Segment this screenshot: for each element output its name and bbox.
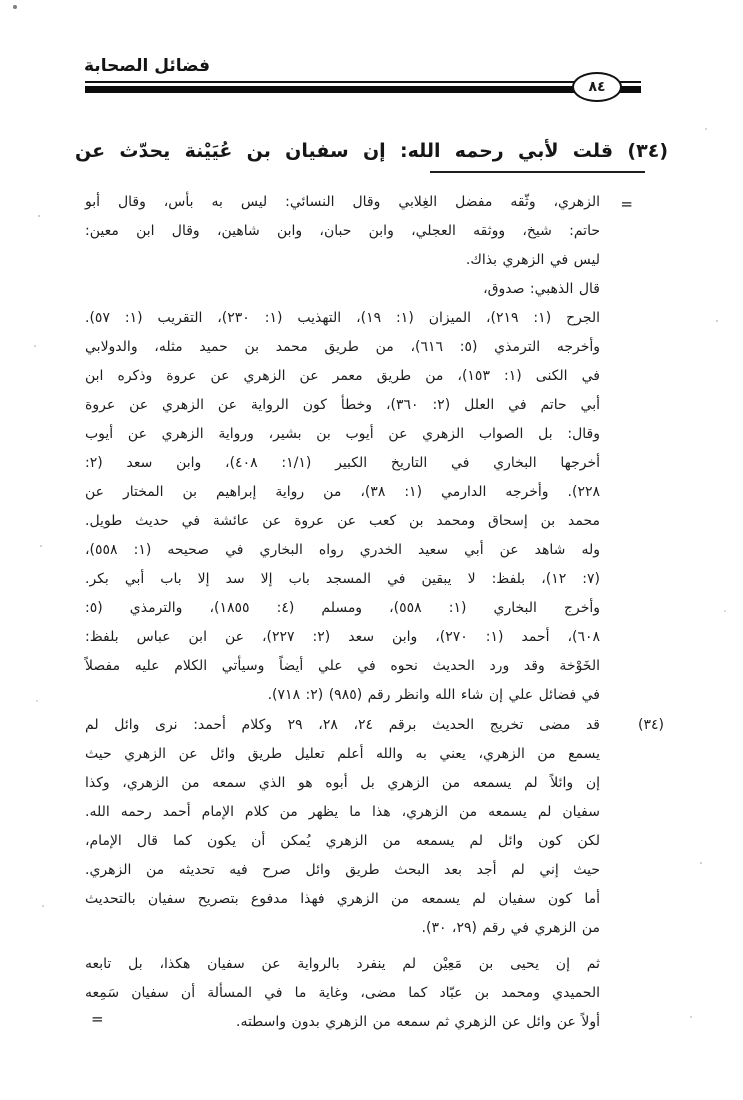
- footnote-line: وقال: بل الصواب الزهري عن أيوب بن بشير، ورواية الزهري عن أيوب: [85, 426, 600, 442]
- footnote-line: الحميدي ومحمد بن عبّاد كما مضى، وغاية ما في المسألة أن سفيان سَمِعه: [85, 985, 600, 1001]
- footnote-continuation-block: [85, 188, 633, 710]
- footnote-line: ٦٠٨)، أحمد (١: ٢٧٠)، وابن سعد (٢: ٢٢٧)، عن ابن عباس بلفظ:: [85, 629, 600, 645]
- header-rule: [85, 81, 641, 94]
- footnote-line: سفيان لم يسمعه من الزهري، هذا ما يظهر من كلام الإمام أحمد رحمه الله.: [85, 804, 600, 820]
- footnote-line: حيث إني لم أجد بعد البحث طريق وائل صرح فيه تحديثه من الزهري.: [85, 862, 600, 878]
- footnote-line: من الزهري في رقم (٢٩، ٣٠).: [421, 920, 600, 936]
- footnote-line: ثم إن يحيى بن مَعِيْن لم ينفرد بالرواية عن سفيان هكذا، بل تابعه: [85, 956, 600, 972]
- footnote-line: أما كون سفيان لم يسمعه من الزهري فهذا مدفوع بتصريح سفيان بالتحديث: [85, 891, 600, 907]
- footnote-line: وله شاهد عن أبي سعيد الخدري رواه البخاري في صحيحه (١: ٥٥٨)،: [85, 542, 600, 558]
- footnote-line: وأخرج البخاري (١: ٥٥٨)، ومسلم (٤: ١٨٥٥)، والترمذي (٥:: [85, 600, 601, 616]
- footnote-line: حاتم: شيخ، ووثقه العجلي، وابن حبان، وابن شاهين، وقال ابن معين:: [85, 223, 600, 239]
- footnote-line: الزهري، وثّقه مفضل الغِلابي وقال النسائي: ليس به بأس، وقال أبو: [85, 194, 600, 210]
- footnote-line: الخَوْخة وقد ورد الحديث نحوه في علي أيضاً وسيأتي الكلام عليه مفصلاً: [85, 658, 600, 674]
- footnote-line: يسمع من الزهري، يعني به والله أعلم تعليل طريق وائل عن الزهري حيث: [85, 746, 600, 762]
- footnote-line: وأخرجه الترمذي (٥: ٦١٦)، من طريق محمد بن حميد مثله، والدولابي: [85, 339, 601, 355]
- header-rule-thin-line: [85, 81, 641, 83]
- scan-noise-specks: [0, 0, 2, 2]
- footnote-line: قال الذهبي: صدوق،: [483, 281, 600, 297]
- footnote-line: لكن كون وائل لم يسمعه من الزهري يُمكن أن يكون كما قال الإمام،: [85, 833, 600, 849]
- footnote-line: في الكنى (١: ١٥٣)، من طريق معمر عن الزهري عن عروة وذكره ابن: [85, 368, 600, 384]
- footnotes-section: [85, 188, 664, 1037]
- footnote-line: أولاً عن وائل عن الزهري ثم سمعه من الزهري بدون واسطته.: [236, 1014, 600, 1030]
- footnote-separator-line: [430, 171, 645, 173]
- footnote-line: ليس في الزهري بذاك.: [465, 252, 600, 268]
- continuation-marker-top: =: [620, 195, 633, 213]
- footnote-line: (٧: ١٢)، بلفظ: لا يبقين في المسجد باب إلا سد إلا باب أبي بكر.: [85, 571, 601, 587]
- footnote-34-block: [85, 711, 664, 1037]
- page-number: ٨٤: [588, 79, 606, 95]
- footnote-line: أخرجها البخاري في التاريخ الكبير (١/١: ٤٠٨)، وابن سعد (٢:: [85, 455, 600, 471]
- footnote-line: إن وائلاً لم يسمعه من الزهري بل أبوه هو الذي سمعه من الزهري، وكذا: [85, 775, 600, 791]
- footnote-line: محمد بن إسحاق ومحمد بن كعب عن عروة عن عائشة في حديث طويل.: [85, 513, 600, 529]
- main-text-line: (٣٤) قلت لأبي رحمه الله: إن سفيان بن عُيَيْنة يحدّث عن: [75, 140, 668, 162]
- footnote-line: قد مضى تخريج الحديث برقم ٢٤، ٢٨، ٢٩ وكلام أحمد: نرى وائل لم: [85, 717, 600, 733]
- footnote-number: (٣٤): [638, 717, 664, 733]
- continuation-marker-bottom: =: [91, 1010, 104, 1028]
- header-rule-thick-line: [85, 86, 641, 93]
- footnote-line: الجرح (١: ٢١٩)، الميزان (١: ١٩)، التهذيب (١: ٢٣٠)، التقريب (١: ٥٧).: [85, 310, 601, 326]
- page-number-badge: [572, 72, 622, 102]
- footnote-line: ٢٢٨). وأخرجه الدارمي (١: ٣٨)، من رواية إبراهيم بن المختار عن: [85, 484, 600, 500]
- footnote-line: أبي حاتم في العلل (٢: ٣٦٠)، وخطأ كون الرواية عن الزهري عن عروة: [85, 397, 600, 413]
- running-head-title: فضائل الصحابة: [84, 56, 211, 76]
- footnote-line: في فضائل علي إن شاء الله وانظر رقم (٩٨٥) (٢: ٧١٨).: [267, 687, 600, 703]
